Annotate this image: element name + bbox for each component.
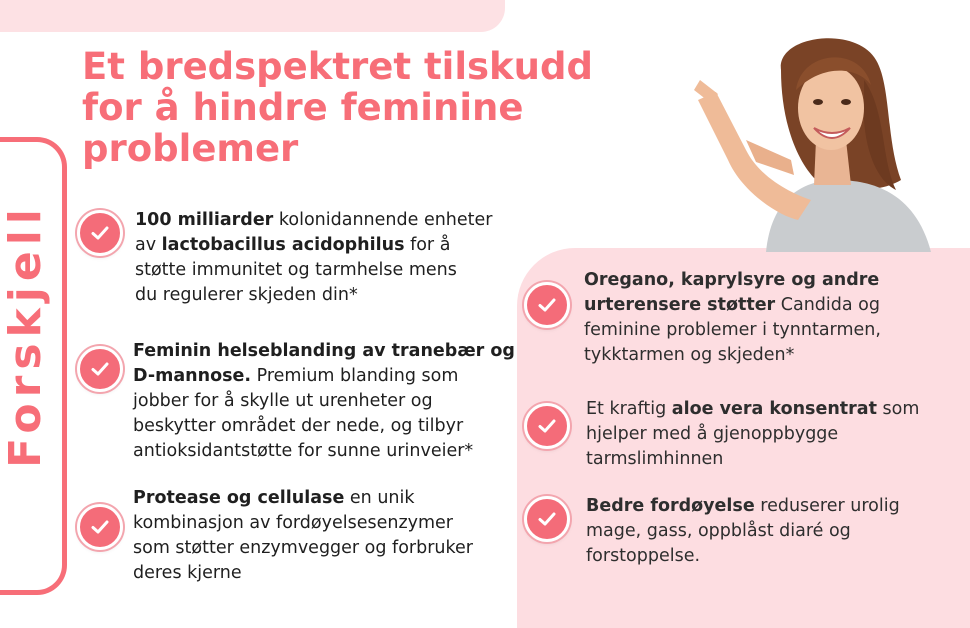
headline-line-3: problemer [82,127,299,170]
checkmark-icon [524,496,570,542]
feature-item-cranberry-blend [77,339,517,464]
woman-pointing-image [686,30,946,252]
feature-item-probiotics [77,208,517,308]
feature-text: Feminin helseblanding av tranebær og D-mannose. Premium blanding som jobber for å skylle ut urenheter og beskytter området der nede, og tilbyr antioksidantstøtte for sunne urinveier* [133,341,515,461]
feature-item-aloe-vera [524,397,954,472]
feature-item-herbal-cleansers [524,268,954,368]
side-label-text: Forskjell [0,202,51,468]
top-decorative-band [0,0,505,32]
checkmark-icon [77,504,123,550]
headline-line-2: for å hindre feminine [82,86,524,129]
headline [82,46,682,169]
feature-item-enzymes [77,486,517,586]
feature-text: Et kraftig aloe vera konsentrat som hjelper med å gjenoppbygge tarmslimhinnen [586,399,920,469]
checkmark-icon [524,403,570,449]
feature-text: 100 milliarder kolonidannende enheter av lactobacillus acidophilus for å støtte immunitet og tarmhelse mens du regulerer skjeden din* [135,210,493,305]
side-label [0,140,51,530]
checkmark-icon [77,210,123,256]
feature-text: Bedre fordøyelse reduserer urolig mage, gass, oppblåst diaré og forstoppelse. [586,496,900,566]
feature-item-digestion [524,494,954,569]
feature-text: Protease og cellulase en unik kombinasjon av fordøyelsesenzymer som støtter enzymvegger og forbruker deres kjerne [133,488,473,583]
checkmark-icon [77,346,123,392]
checkmark-icon [524,282,570,328]
headline-line-1: Et bredspektret tilskudd [82,45,593,88]
feature-text: Oregano, kaprylsyre og andre urterensere støtter Candida og feminine problemer i tynntarmen, tykktarmen og skjeden* [584,270,881,365]
